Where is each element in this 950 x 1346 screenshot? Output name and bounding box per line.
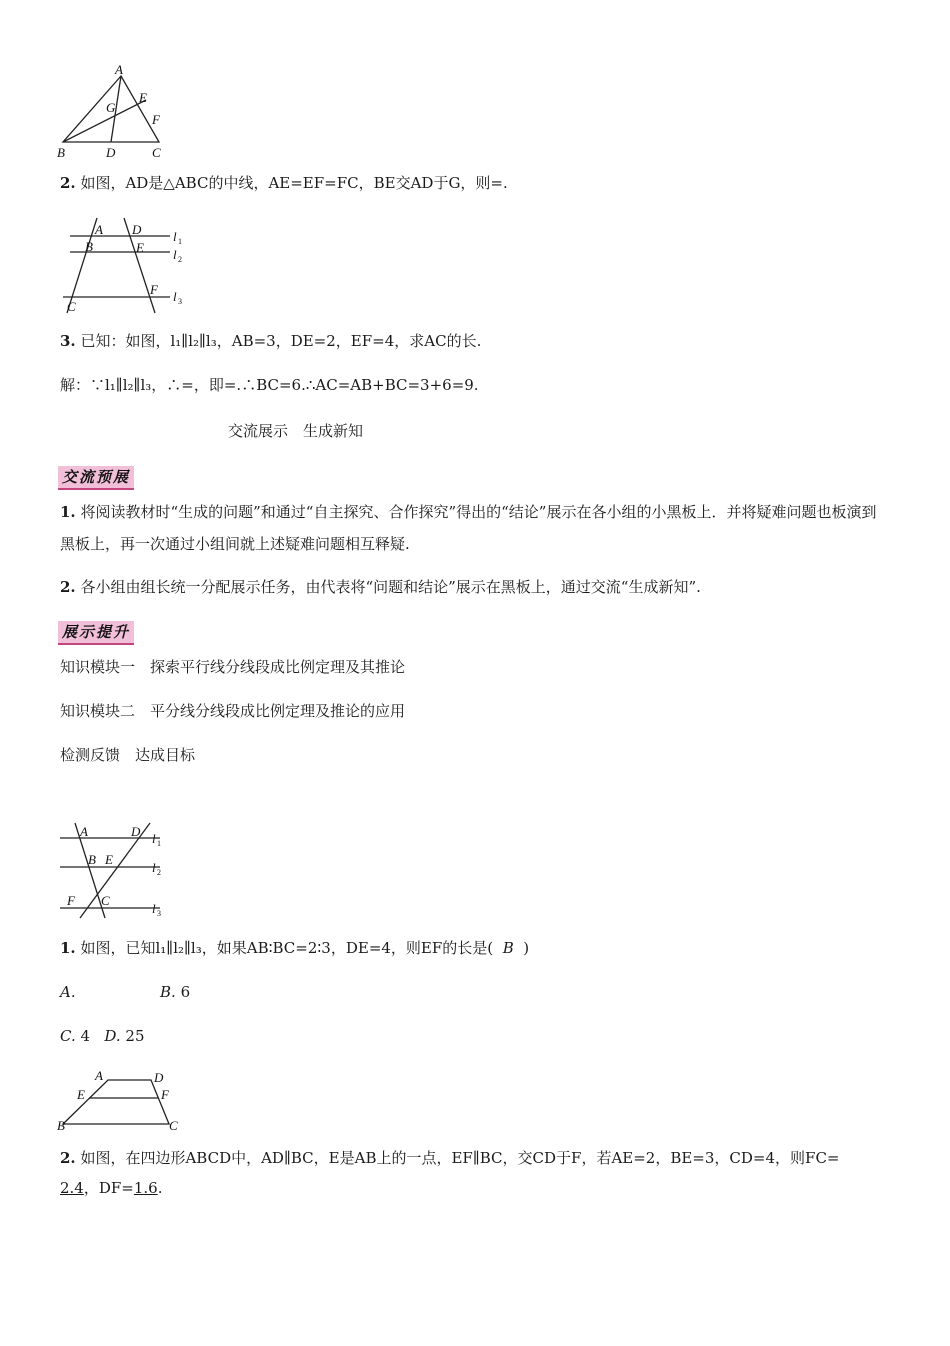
label-l: l [173, 229, 177, 244]
test-question-2-line1: 2. 如图，在四边形ABCD中，AD∥BC，E是AB上的一点，EF∥BC，交CD于F，若AE=2，BE=3，CD=4，则FC= [60, 1149, 840, 1167]
svg-text:1: 1 [157, 839, 161, 848]
svg-text:3: 3 [157, 909, 161, 918]
options-ab: A. B. 6 [60, 983, 191, 1001]
label-d: D [154, 1070, 164, 1085]
label-d: D [106, 145, 116, 160]
svg-text:2: 2 [178, 255, 182, 264]
label-f: F [152, 112, 160, 127]
label-b: B [85, 239, 93, 254]
label-a: A [115, 62, 123, 77]
solution: 解：∵l₁∥l₂∥l₃，∴=，即=.∴BC=6.∴AC=AB+BC=3+6=9. [60, 376, 479, 394]
label-l: l [173, 289, 177, 304]
label-a: A [95, 222, 103, 237]
option-b: B. [160, 983, 176, 1001]
answer-letter: B [502, 939, 514, 957]
label-a: A [95, 1068, 103, 1083]
label-e: E [77, 1087, 85, 1102]
test-question-2-line2: 2.4，DF=1.6. [60, 1179, 163, 1197]
label-l: l [152, 901, 156, 916]
label-l: l [173, 247, 177, 262]
option-a: A. [60, 983, 76, 1001]
label-d: D [132, 222, 142, 237]
label-b: B [57, 1118, 65, 1133]
option-d: D. [104, 1027, 121, 1045]
option-c: C. [60, 1027, 76, 1045]
figure-triangle-abc [55, 62, 175, 162]
label-c: C [169, 1118, 178, 1133]
label-d: D [131, 824, 141, 839]
badge-exchange-preview: 交流预展 [58, 466, 134, 490]
label-f: F [150, 282, 158, 297]
answer-df: 1.6 [133, 1179, 158, 1197]
label-f: F [67, 893, 75, 908]
label-b: B [88, 852, 96, 867]
module-1: 知识模块一 探索平行线分线段成比例定理及其推论 [60, 658, 406, 676]
svg-text:2: 2 [157, 868, 161, 877]
label-l: l [152, 860, 156, 875]
feedback-title: 检测反馈 达成目标 [60, 746, 196, 764]
label-e: E [139, 90, 147, 105]
label-f: F [161, 1087, 169, 1102]
paragraph-1: 1. 将阅读教材时“生成的问题”和通过“自主探究、合作探究”得出的“结论”展示在各小组的小黑板上．并将疑难问题也板演到黑板上，再一次通过小组间就上述疑难问题相互释疑. [60, 503, 877, 553]
svg-text:3: 3 [178, 297, 182, 306]
paragraph-2: 2. 各小组由组长统一分配展示任务，由代表将“问题和结论”展示在黑板上，通过交流“生成新知”. [60, 578, 701, 596]
svg-text:1: 1 [178, 237, 182, 246]
label-e: E [105, 852, 113, 867]
options-cd: C. 4 D. 25 [60, 1027, 145, 1045]
section-title: 交流展示 生成新知 [228, 422, 364, 440]
module-2: 知识模块二 平分线分线段成比例定理及推论的应用 [60, 702, 406, 720]
figure-parallel-lines-1 [55, 215, 195, 315]
badge-display-improve: 展示提升 [58, 621, 134, 645]
label-g: G [106, 100, 116, 115]
question-2: 2. 如图，AD是△ABC的中线，AE=EF=FC，BE交AD于G，则=. [60, 174, 508, 192]
label-e: E [136, 240, 144, 255]
figure-trapezoid-abcd [55, 1068, 185, 1136]
label-a: A [80, 824, 88, 839]
label-c: C [67, 299, 76, 314]
test-question-1: 1. 如图，已知l₁∥l₂∥l₃，如果AB∶BC=2∶3，DE=4，则EF的长是( B ) [60, 939, 530, 957]
label-b: B [57, 145, 65, 160]
label-l: l [152, 831, 156, 846]
label-c: C [101, 893, 110, 908]
figure-parallel-lines-2 [55, 818, 185, 923]
answer-fc: 2.4 [60, 1179, 84, 1197]
question-3: 3. 已知：如图，l₁∥l₂∥l₃，AB=3，DE=2，EF=4，求AC的长. [60, 332, 482, 350]
label-c: C [152, 145, 161, 160]
